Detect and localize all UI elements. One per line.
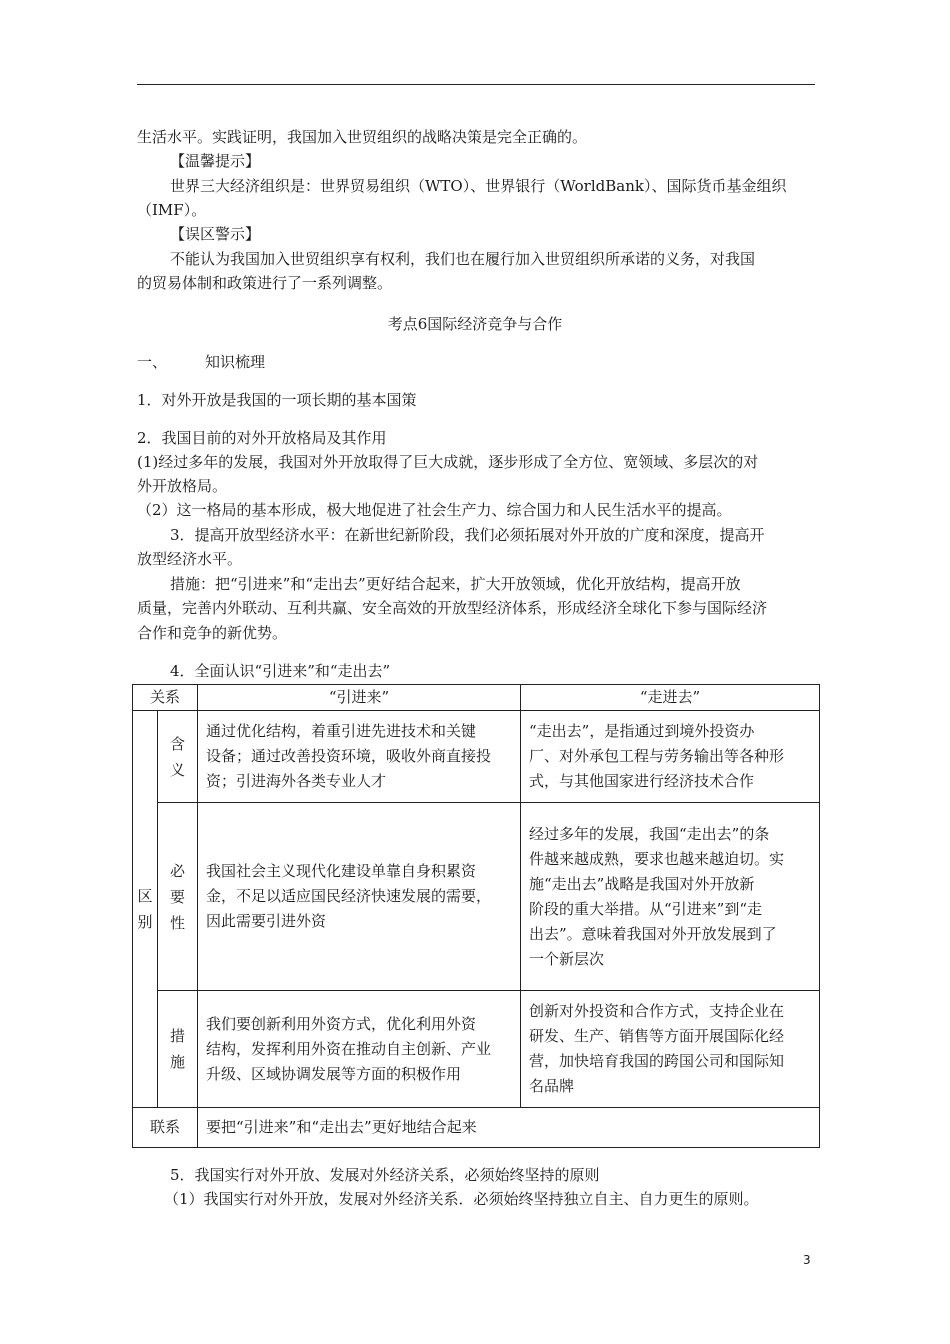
cell-line: 施“走出去”战略是我国对外开放新	[529, 874, 755, 893]
cell-line: 升级、区域协调发展等方面的积极作用	[206, 1064, 462, 1083]
table-row	[133, 1108, 820, 1148]
text-line: (1)经过多年的发展，我国对外开放取得了巨大成就，逐步形成了全方位、宽领域、多层次的对	[137, 453, 759, 471]
text-line: （2）这一格局的基本形成，极大地促进了社会生产力、综合国力和人民生活水平的提高。	[137, 501, 732, 519]
cell-line: 名品牌	[529, 1077, 575, 1095]
text-line: （1）我国实行对外开放，发展对外经济关系．必须始终坚持独立自主、自力更生的原则。	[164, 1190, 759, 1208]
section-number: 一、	[137, 353, 168, 371]
label-char: 必	[170, 861, 186, 880]
warning-heading: 【误区警示】	[170, 225, 261, 243]
cell-line: 创新对外投资和合作方式，支持企业在	[529, 1002, 785, 1020]
text-line: 1．对外开放是我国的一项长期的基本国策	[137, 391, 417, 409]
text-line: 质量，完善内外联动、互利共赢、安全高效的开放型经济体系，形成经济全球化下参与国际经济	[137, 599, 768, 617]
cell-line: 经过多年的发展，我国“走出去”的条	[529, 824, 770, 843]
text-line: 2．我国目前的对外开放格局及其作用	[137, 429, 387, 447]
cell-line: 营，加快培育我国的跨国公司和国际知	[529, 1052, 785, 1070]
cell-line: 因此需要引进外资	[206, 912, 327, 930]
cell-line: 我们要创新利用外资方式，优化利用外资	[206, 1014, 477, 1033]
cell-line: 我国社会主义现代化建设单靠自身积累资	[206, 862, 477, 880]
section-heading: 考点6国际经济竞争与合作	[387, 315, 563, 333]
text-line: 世界三大经济组织是：世界贸易组织（WTO）、世界银行（WorldBank）、国际货币基金组织	[170, 177, 787, 195]
cell-line: 厂、对外承包工程与劳务输出等各种形	[529, 747, 785, 765]
label-char: 性	[170, 913, 186, 932]
table-row	[133, 711, 820, 803]
cell-line: 研发、生产、销售等方面开展国际化经	[529, 1027, 785, 1045]
text-line: 放型经济水平。	[137, 550, 243, 568]
table-header-row	[133, 685, 820, 711]
lianxi-text: 要把“引进来”和“走出去”更好地结合起来	[198, 1108, 820, 1148]
label-char: 要	[170, 887, 186, 906]
text-line: 5．我国实行对外开放、发展对外经济关系，必须始终坚持的原则	[170, 1166, 600, 1184]
table-row	[133, 991, 820, 1108]
header-yinjinlai: “引进来”	[198, 685, 521, 711]
label-char: 措	[170, 1027, 186, 1045]
cell-line: 一个新层次	[529, 949, 605, 968]
text-line: 生活水平。实践证明，我国加入世贸组织的战略决策是完全正确的。	[137, 128, 588, 146]
measures-zouchuqu	[521, 991, 820, 1108]
qubie-char: 区	[137, 887, 153, 905]
row-label-meaning	[158, 711, 198, 803]
label-char: 施	[170, 1053, 186, 1071]
section-title: 知识梳理	[205, 353, 266, 371]
text-line: （IMF）。	[137, 201, 207, 219]
cell-line: 件越来越成熟，要求也越来越迫切。实	[529, 849, 785, 868]
comparison-table	[132, 684, 820, 1148]
text-line: 的贸易体制和政策进行了一系列调整。	[137, 274, 393, 292]
cell-line: 结构，发挥利用外资在推动自主创新、产业	[206, 1039, 492, 1058]
qubie-label	[133, 711, 158, 1108]
cell-line: 通过优化结构，着重引进先进技术和关键	[206, 722, 477, 740]
label-char: 义	[170, 760, 186, 779]
cell-line: 设备；通过改善投资环境，吸收外商直接投	[206, 747, 492, 765]
page-number: 3	[803, 1253, 811, 1267]
tip-heading: 【温馨提示】	[170, 152, 261, 170]
meaning-zouchuqu	[521, 711, 820, 803]
table-row	[133, 803, 820, 991]
header-zoujinqu: “走进去”	[521, 685, 820, 711]
cell-line: 资；引进海外各类专业人才	[206, 772, 387, 790]
lianxi-label: 联系	[133, 1108, 198, 1148]
text-line: 合作和竞争的新优势。	[137, 624, 288, 642]
cell-line: 出去”。意味着我国对外开放发展到了	[529, 924, 777, 943]
text-line: 不能认为我国加入世贸组织享有权利，我们也在履行加入世贸组织所承诺的义务，对我国	[170, 250, 756, 268]
cell-line: 阶段的重大举措。从“引进来”到“走	[529, 899, 763, 918]
label-char: 含	[170, 734, 186, 753]
cell-line: 金，不足以适应国民经济快速发展的需要，	[206, 887, 492, 905]
text-line: 措施：把“引进来”和“走出去”更好结合起来，扩大开放领域，优化开放结构，提高开放	[170, 575, 741, 593]
meaning-yinjinlai	[198, 711, 521, 803]
qubie-char: 别	[137, 913, 153, 931]
row-label-necessity	[158, 803, 198, 991]
necessity-yinjinlai	[198, 803, 521, 991]
measures-yinjinlai	[198, 991, 521, 1108]
cell-line: 式，与其他国家进行经济技术合作	[529, 772, 755, 790]
text-line: 3．提高开放型经济水平：在新世纪新阶段，我们必须拓展对外开放的广度和深度，提高开	[170, 526, 765, 544]
header-rule	[137, 84, 815, 85]
text-line: 外开放格局。	[137, 477, 228, 495]
necessity-zouchuqu	[521, 803, 820, 991]
row-label-measures	[158, 991, 198, 1108]
cell-line: “走出去”，是指通过到境外投资办	[529, 722, 755, 740]
header-relation: 关系	[133, 685, 198, 711]
text-line: 4．全面认识“引进来”和“走出去”	[170, 662, 391, 680]
